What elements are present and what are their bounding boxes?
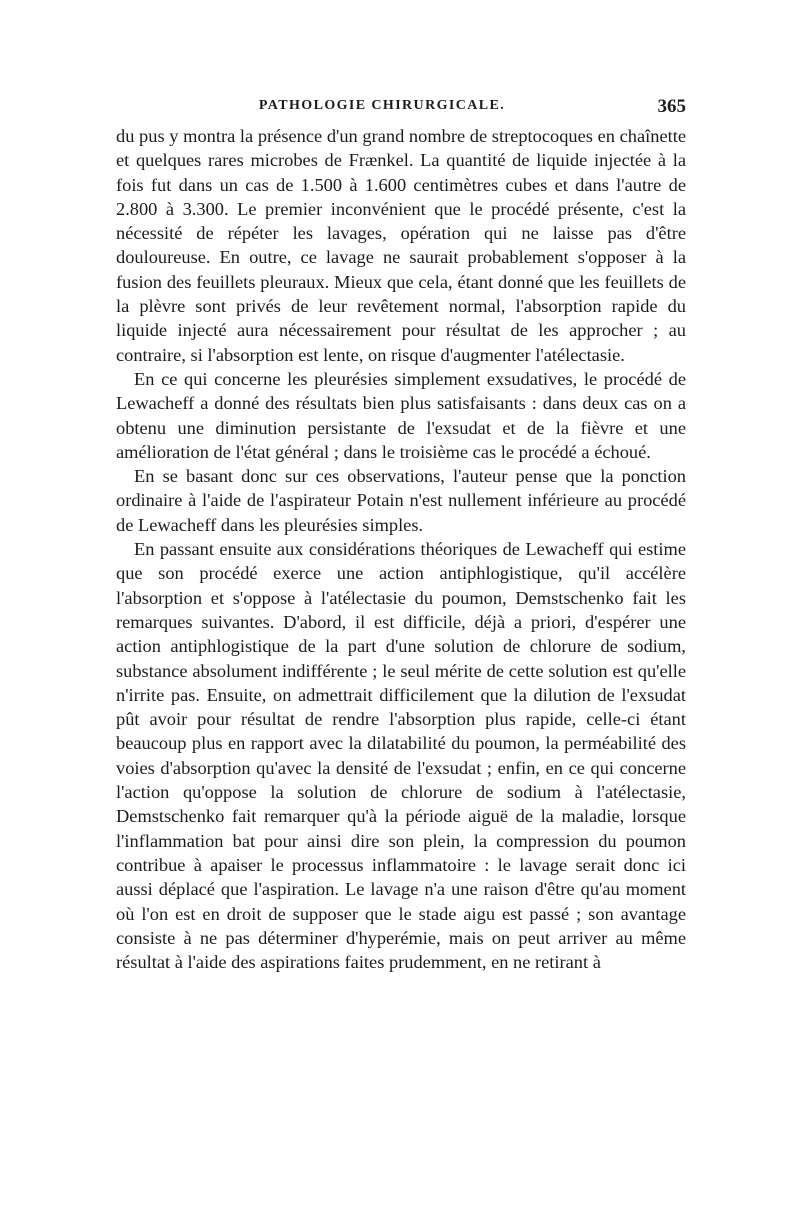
paragraph-3: En se basant donc sur ces observations, l'auteur pense que la ponction ordinaire à l'aide de l'aspirateur Potain n'est nullement inférieure au procédé de Lewacheff dans les pleurésies simples. bbox=[116, 466, 686, 535]
paragraph-1: du pus y montra la présence d'un grand nombre de streptocoques en chaînette et quelques rares microbes de Frænkel. La quantité de liquide injectée à la fois fut dans un cas de 1.500 à 1.600 centimètres cubes et dans l'autre de 2.800 à 3.300. Le premier inconvénient que le procédé présente, c'est la nécessité de répéter les lavages, opération qui ne laisse pas d'être douloureuse. En outre, ce lavage ne saurait probablement s'opposer à la fusion des feuillets pleuraux. Mieux que cela, étant donné que les feuillets de la plèvre sont privés de leur revêtement normal, l'absorption rapide du liquide injecté aura nécessairement pour résultat de les approcher ; au contraire, si l'absorption est lente, on risque d'augmenter l'atélectasie. bbox=[116, 126, 686, 365]
paragraph-2: En ce qui concerne les pleurésies simplement exsudatives, le procédé de Lewacheff a donné des résultats bien plus satisfaisants : dans deux cas on a obtenu une diminution persistante de l'exsudat et de la fièvre et une amélioration de l'état général ; dans le troisième cas le procédé a échoué. bbox=[116, 368, 686, 462]
page-number: 365 bbox=[657, 96, 686, 117]
book-page bbox=[116, 96, 686, 974]
running-title: PATHOLOGIE CHIRURGICALE. bbox=[258, 98, 506, 113]
running-head bbox=[116, 96, 686, 122]
body-text bbox=[116, 124, 686, 974]
paragraph-4: En passant ensuite aux considérations théoriques de Lewacheff qui estime que son procédé exerce une action antiphlogistique, qu'il accélère l'absorption et s'oppose à l'atélectasie du poumon, Demstschenko fait les remarques suivantes. D'abord, il est difficile, déjà a priori, d'espérer une action antiphlogistique de la part d'une solution de chlorure de sodium, substance absolument indifférente ; le seul mérite de cette solution est qu'elle n'irrite pas. Ensuite, on admettrait difficilement que la dilution de l'exsudat pût avoir pour résultat de rendre l'absorption plus rapide, celle-ci étant beaucoup plus en rapport avec la dilatabilité du poumon, la perméabilité des voies d'absorption qu'avec la densité de l'exsudat ; enfin, en ce qui concerne l'action qu'oppose la solution de chlorure de sodium à l'atélectasie, Demstschenko fait remarquer qu'à la période aiguë de la maladie, lorsque l'inflammation bat pour ainsi dire son plein, la compression du poumon contribue à apaiser le processus inflammatoire : le lavage serait donc ici aussi déplacé que l'aspiration. Le lavage n'a une raison d'être qu'au moment où l'on est en droit de supposer que le stade aigu est passé ; son avantage consiste à ne pas déterminer d'hyperémie, mais on peut arriver au même résultat à l'aide des aspirations faites prudemment, en ne retirant à bbox=[116, 539, 686, 973]
